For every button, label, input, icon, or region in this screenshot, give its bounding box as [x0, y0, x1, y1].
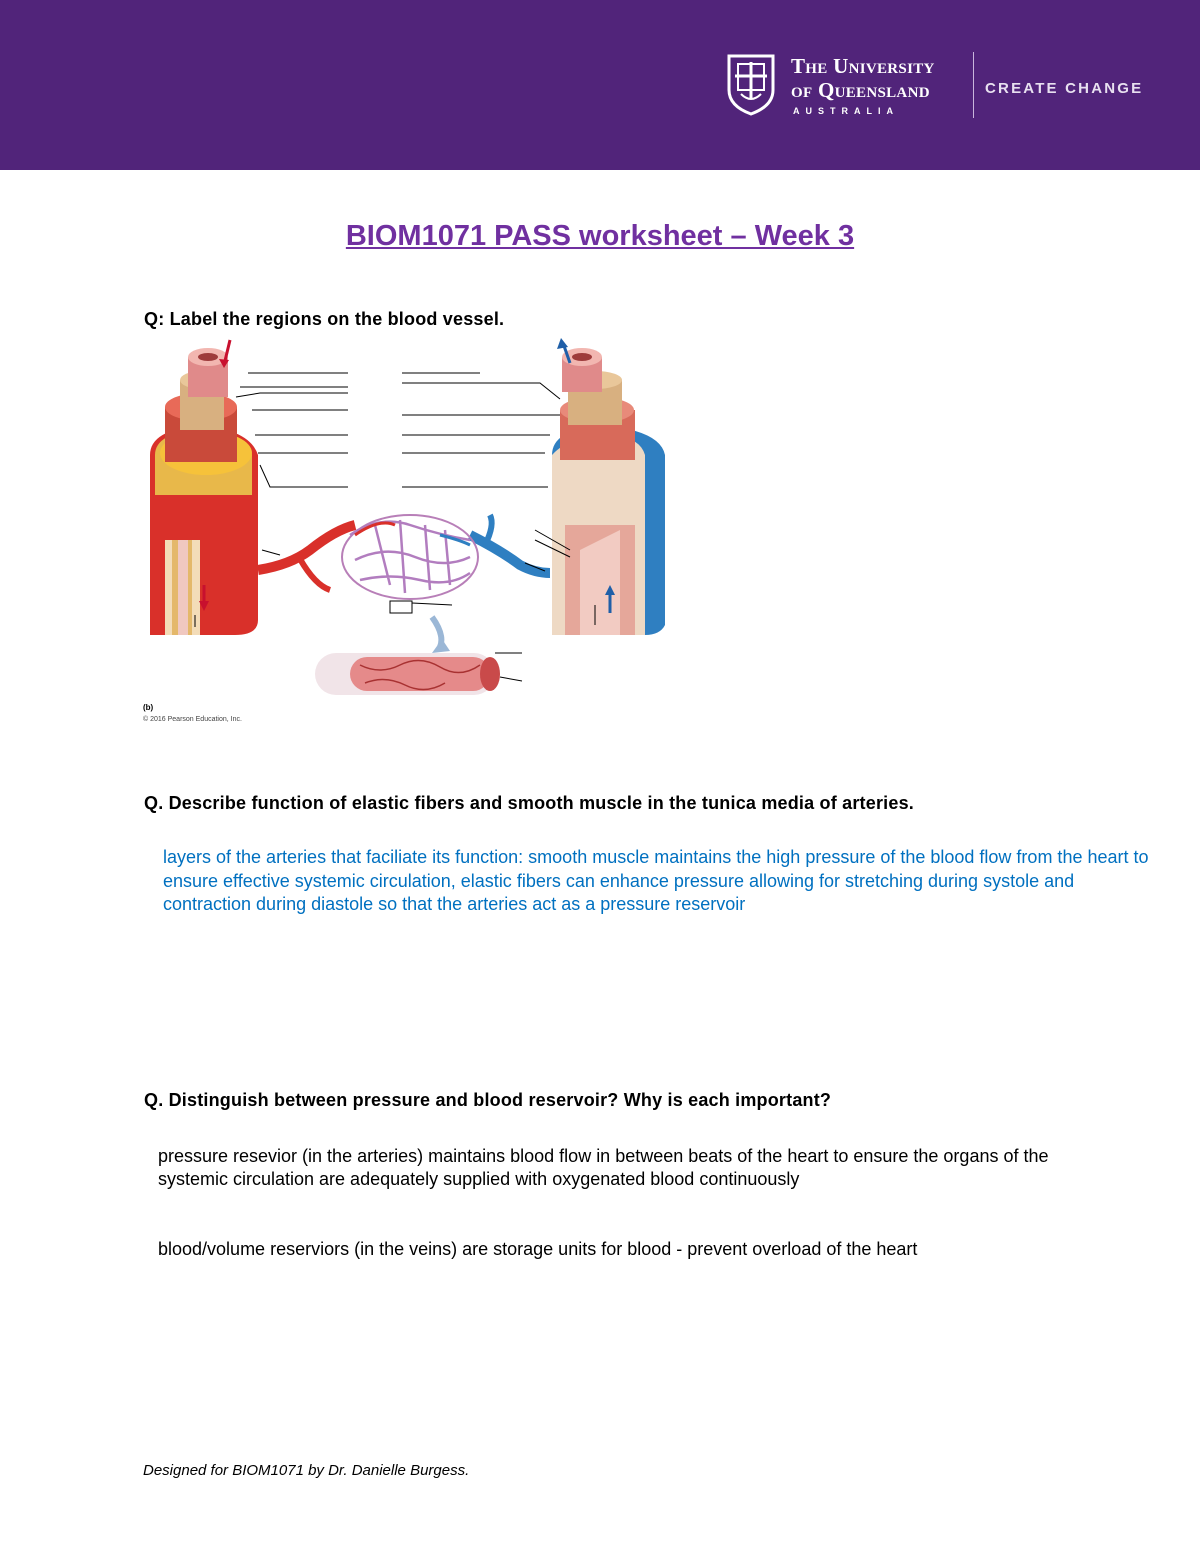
university-name	[791, 54, 935, 102]
question-1-prompt: Q: Label the regions on the blood vessel.	[144, 309, 505, 329]
uq-logo[interactable]	[727, 52, 1147, 122]
capillary-cross-section	[315, 653, 522, 695]
question-2-answer[interactable]: layers of the arteries that faciliate its function: smooth muscle maintains the high pressure of the blood flow from the heart to ensure effective systemic circulation, elastic fibers can enhance pressure allowing for stretching during systole and contraction during diastole so that the arteries act as a pressure reservoir	[163, 847, 1149, 914]
figure-credit: © 2016 Pearson Education, Inc.	[143, 716, 242, 723]
figure-panel-label: (b)	[143, 703, 154, 712]
question-3-prompt: Q. Distinguish between pressure and blood reservoir? Why is each important?	[144, 1090, 832, 1110]
question-2-prompt: Q. Describe function of elastic fibers and smooth muscle in the tunica media of arteries.	[144, 793, 914, 813]
tagline: CREATE CHANGE	[985, 80, 1144, 97]
footer-credit: Designed for BIOM1071 by Dr. Danielle Burgess.	[143, 1462, 470, 1479]
question-3-answer-paragraph-2[interactable]: blood/volume reserviors (in the veins) are storage units for blood - prevent overload of the heart	[158, 1239, 918, 1259]
university-country: AUSTRALIA	[793, 106, 899, 116]
uq-crest-icon	[727, 54, 775, 116]
blood-vessel-diagram	[140, 335, 700, 730]
capillary-bed-illustration	[258, 515, 550, 653]
header-banner	[0, 0, 1200, 170]
university-name-line2: of Queensland	[791, 78, 930, 102]
logo-divider	[973, 52, 974, 118]
artery-illustration	[150, 340, 258, 635]
question-3-answer-paragraph-1[interactable]: pressure resevior (in the arteries) maintains blood flow in between beats of the heart to ensure the organs of the systemic circulation are adequately supplied with oxygenated blood continuously	[158, 1146, 1049, 1189]
university-name-line1: The University	[791, 54, 935, 78]
vein-illustration	[552, 338, 665, 635]
page-title: BIOM1071 PASS worksheet – Week 3	[345, 220, 855, 252]
